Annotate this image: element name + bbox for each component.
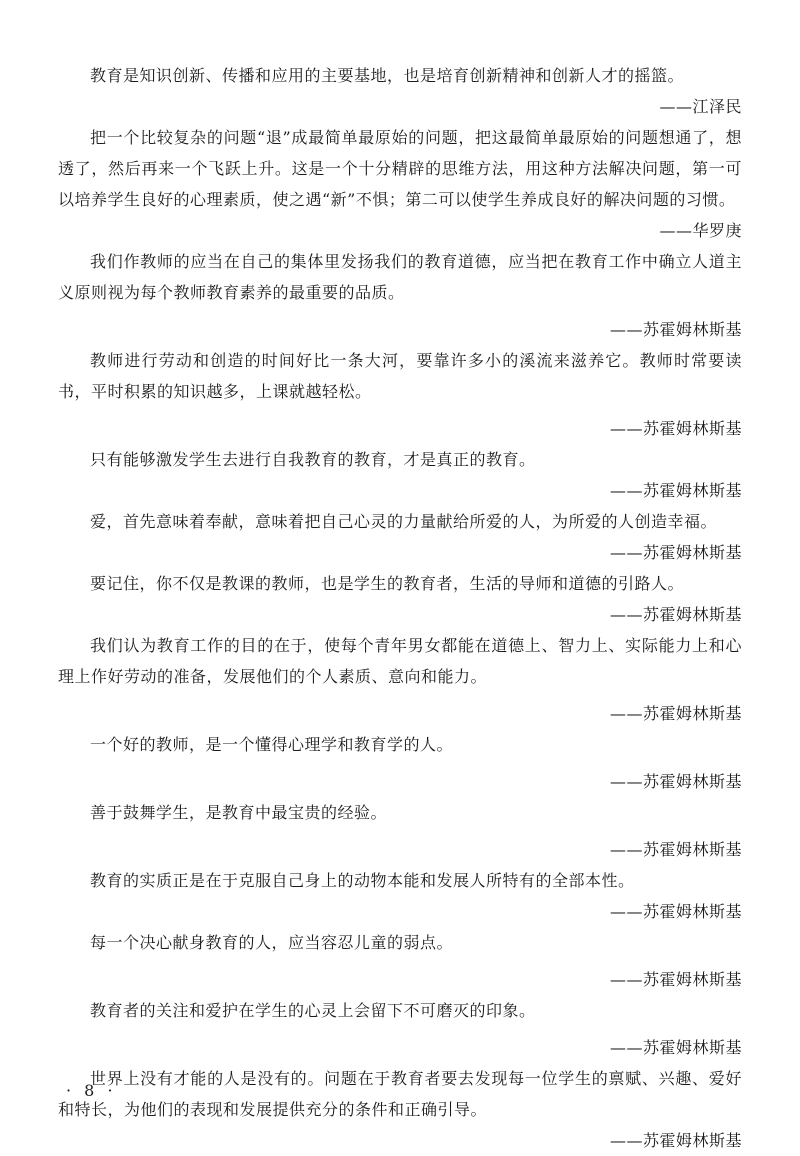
quote-author: ——苏霍姆林斯基 (609, 704, 742, 723)
quote-text: 世界上没有才能的人是没有的。问题在于教育者要去发现每一位学生的禀赋、兴趣、爱好和特长，为他们的表现和发展提供充分的条件和正确引导。 (58, 1069, 742, 1119)
quote-text: 我们认为教育工作的目的在于，使每个青年男女都能在道德上、智力上、实际能力上和心理上作好劳动的准备，发展他们的个人素质、意向和能力。 (58, 636, 742, 686)
quote-3 (58, 246, 742, 345)
quote-text: 我们作教师的应当在自己的集体里发扬我们的教育道德，应当把在教育工作中确立人道主义原则视为每个教师教育素养的最重要的品质。 (58, 252, 742, 302)
quote-7 (58, 568, 742, 630)
quote-text: 教育者的关注和爱护在学生的心灵上会留下不可磨灭的印象。 (90, 1001, 536, 1020)
quote-text: 爱，首先意味着奉献，意味着把自己心灵的力量献给所爱的人，为所爱的人创造幸福。 (90, 512, 718, 531)
quote-text: 每一个决心献身教育的人，应当容忍儿童的弱点。 (90, 933, 454, 952)
quote-8 (58, 630, 742, 729)
quote-text: 善于鼓舞学生，是教育中最宝贵的经验。 (90, 803, 388, 822)
quote-6 (58, 506, 742, 568)
quote-14 (58, 1063, 742, 1156)
quote-text: 要记住，你不仅是教课的教师，也是学生的教育者，生活的导师和道德的引路人。 (90, 574, 685, 593)
quote-author: ——苏霍姆林斯基 (609, 970, 742, 989)
quote-text: 一个好的教师，是一个懂得心理学和教育学的人。 (90, 735, 454, 754)
quote-text: 教师进行劳动和创造的时间好比一条大河，要靠许多小的溪流来滋养它。教师时常要读书，平时积累的知识越多，上课就越轻松。 (58, 351, 742, 401)
quote-11 (58, 865, 742, 927)
quote-text: 把一个比较复杂的问题“退”成最简单最原始的问题，把这最简单最原始的问题想通了，想透了，然后再来一个飞跃上升。这是一个十分精辟的思维方法，用这种方法解决问题，第一可以培养学生良好的心理素质，使之遇“新”不惧；第二可以使学生养成良好的解决问题的习惯。 (58, 128, 742, 209)
quote-author: ——苏霍姆林斯基 (609, 840, 742, 859)
quote-page (58, 60, 742, 1156)
quote-author: ——苏霍姆林斯基 (609, 1038, 742, 1057)
quote-text: 教育是知识创新、传播和应用的主要基地，也是培育创新精神和创新人才的摇篮。 (90, 66, 685, 85)
quote-author: ——苏霍姆林斯基 (609, 419, 742, 438)
quote-text: 只有能够激发学生去进行自我教育的教育，才是真正的教育。 (90, 450, 536, 469)
quote-author: ——苏霍姆林斯基 (609, 605, 742, 624)
quote-author: ——苏霍姆林斯基 (609, 543, 742, 562)
quote-author: ——苏霍姆林斯基 (609, 320, 742, 339)
quote-10 (58, 797, 742, 865)
quote-13 (58, 995, 742, 1063)
quote-9 (58, 729, 742, 797)
quote-text: 教育的实质正是在于克服自己身上的动物本能和发展人所特有的全部本性。 (90, 871, 635, 890)
quote-5 (58, 444, 742, 506)
quote-author: ——苏霍姆林斯基 (609, 1131, 742, 1150)
quote-author: ——苏霍姆林斯基 (609, 772, 742, 791)
quote-4 (58, 345, 742, 444)
quote-author: ——江泽民 (659, 97, 742, 116)
quote-1 (58, 60, 742, 122)
quote-author: ——苏霍姆林斯基 (609, 481, 742, 500)
quote-2 (58, 122, 742, 246)
page-number: · 8 · (66, 1081, 117, 1100)
quote-author: ——苏霍姆林斯基 (609, 902, 742, 921)
quote-author: ——华罗庚 (659, 221, 742, 240)
quote-12 (58, 927, 742, 995)
